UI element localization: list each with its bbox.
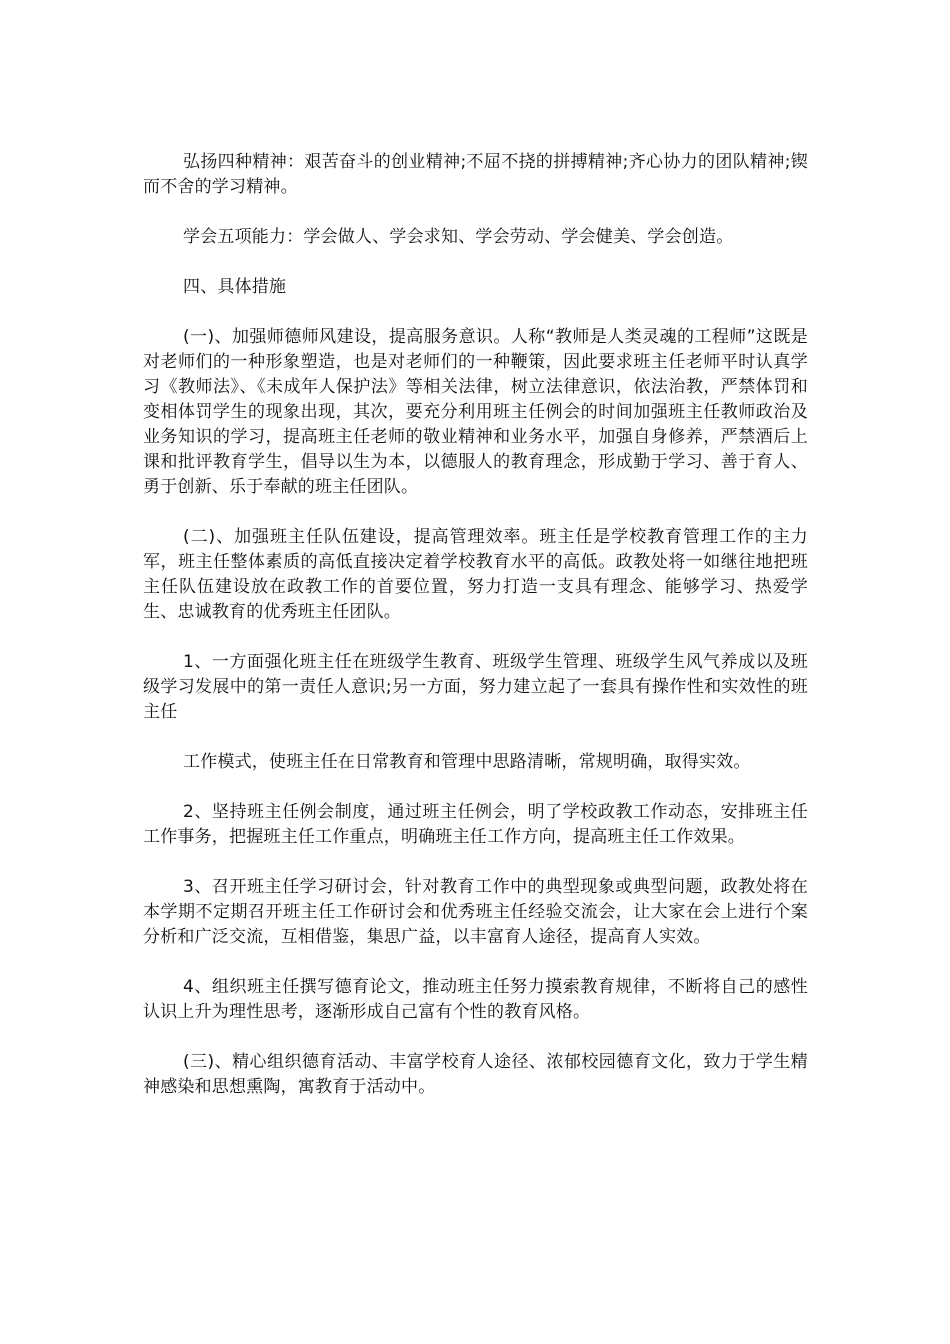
paragraph-item-4: 4、组织班主任撰写德育论文，推动班主任努力摸索教育规律，不断将自己的感性认识上升为理性思考，逐渐形成自己富有个性的教育风格。 <box>143 977 808 1022</box>
paragraph-item-2: 2、坚持班主任例会制度，通过班主任例会，明了学校政教工作动态，安排班主任工作事务，把握班主任工作重点，明确班主任工作方向，提高班主任工作效果。 <box>143 802 808 847</box>
paragraph-five-abilities: 学会五项能力：学会做人、学会求知、学会劳动、学会健美、学会创造。 <box>183 227 734 247</box>
paragraph-item-3: 3、召开班主任学习研讨会，针对教育工作中的典型现象或典型问题，政教处将在本学期不定期召开班主任工作研讨会和优秀班主任经验交流会，让大家在会上进行个案分析和广泛交流，互相借鉴，集思广益，以丰富育人途径，提高育人实效。 <box>143 877 808 947</box>
section-heading-measures: 四、具体措施 <box>183 277 287 297</box>
paragraph-measure-1: (一)、加强师德师风建设，提高服务意识。人称“教师是人类灵魂的工程师”这既是对老师们的一种形象塑造，也是对老师们的一种鞭策，因此要求班主任老师平时认真学习《教师法》、《未成年人保护法》等相关法律，树立法律意识，依法治教，严禁体罚和变相体罚学生的现象出现，其次，要充分利用班主任例会的时间加强班主任教师政治及业务知识的学习，提高班主任老师的敬业精神和业务水平，加强自身修养，严禁酒后上课和批评教育学生，倡导以生为本，以德服人的教育理念，形成勤于学习、善于育人、勇于创新、乐于奉献的班主任团队。 <box>143 327 808 497</box>
paragraph-measure-2: (二)、加强班主任队伍建设，提高管理效率。班主任是学校教育管理工作的主力军，班主任整体素质的高低直接决定着学校教育水平的高低。政教处将一如继往地把班主任队伍建设放在政教工作的首要位置，努力打造一支具有理念、能够学习、热爱学生、忠诚教育的优秀班主任团队。 <box>143 527 808 622</box>
paragraph-item-1: 1、一方面强化班主任在班级学生教育、班级学生管理、班级学生风气养成以及班级学习发展中的第一责任人意识;另一方面，努力建立起了一套具有操作性和实效性的班主任 <box>143 652 808 722</box>
paragraph-measure-3: (三)、精心组织德育活动、丰富学校育人途径、浓郁校园德育文化，致力于学生精神感染和思想熏陶，寓教育于活动中。 <box>143 1052 808 1097</box>
document-body <box>143 150 808 1100</box>
paragraph-item-1-continued: 工作模式，使班主任在日常教育和管理中思路清晰，常规明确，取得实效。 <box>183 752 751 772</box>
paragraph-four-spirits: 弘扬四种精神：艰苦奋斗的创业精神;不屈不挠的拼搏精神;齐心协力的团队精神;锲而不舍的学习精神。 <box>143 152 808 197</box>
